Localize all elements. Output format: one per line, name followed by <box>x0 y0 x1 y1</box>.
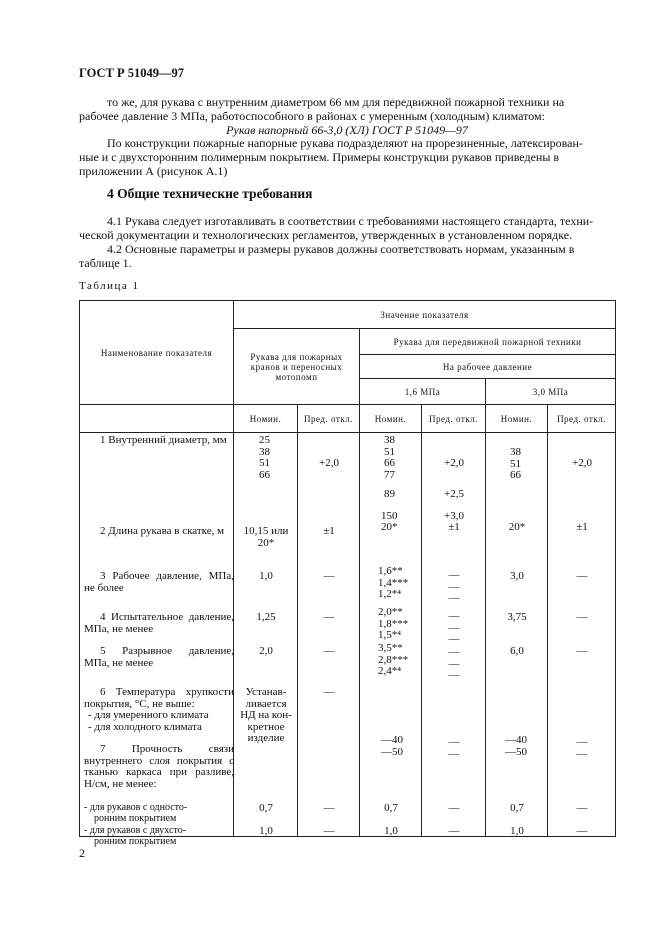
section-title: 4 Общие технические требования <box>107 186 313 201</box>
header-nominal-3: Номин. <box>486 405 548 433</box>
r1-c4c: +3,0 <box>444 510 464 522</box>
r6-c1: Устанав- ливается НД на кон- кретное изделие <box>240 686 292 744</box>
column-hydrant-nominal <box>234 433 298 837</box>
column-3-0-nominal <box>486 433 548 837</box>
paragraph-4-2-line-2: таблице 1. <box>79 256 132 270</box>
r1-c3c: 150 <box>381 510 398 522</box>
designation-example: Рукав напорный 66-3,0 (ХЛ) ГОСТ Р 51049—97 <box>226 123 468 137</box>
r1-c2: +2,0 <box>319 457 339 469</box>
r5-c4: — — — <box>448 646 460 681</box>
r3-c3: 1,6** 1,4*** 1,2*⁴ <box>378 565 409 600</box>
construction-line-1: По конструкции пожарные напорные рукава подразделяют на прорезиненные, латексирован- <box>107 136 583 150</box>
r1-c5: 38 51 66 <box>510 446 521 481</box>
header-pressure-1-6: 1,6 МПа <box>360 379 486 405</box>
r7-sub2-c1: 1,0 <box>259 825 273 837</box>
page-number: 2 <box>79 846 85 860</box>
r2-c4: ±1 <box>448 521 460 533</box>
r5-c5: 6,0 <box>510 645 524 657</box>
row-1-label: 1 Внутренний диаметр, мм <box>100 434 227 446</box>
row-7-sub-2-label: - для рукавов с двухсто- ронним покрытием <box>84 825 187 847</box>
r7-sub2-c3: 1,0 <box>384 825 398 837</box>
column-1-6-nominal <box>360 433 422 837</box>
paragraph-4-1-line-1: 4.1 Рукава следует изготавливать в соответствии с требованиями настоящего стандарта, техни- <box>107 214 594 228</box>
parameters-table <box>79 300 616 847</box>
r3-c5: 3,0 <box>510 570 524 582</box>
row-7-sub-1-label: - для рукавов с односто- ронним покрытием <box>84 802 188 824</box>
r7-sub1-c5: 0,7 <box>510 802 524 814</box>
r6-c4: — — <box>448 736 460 760</box>
r7-sub2-c2: — <box>323 825 335 837</box>
column-1-6-deviation <box>422 433 486 837</box>
r2-c5: 20* <box>508 521 526 533</box>
paragraph-4-2-line-1: 4.2 Основные параметры и размеры рукавов должны соответствовать нормам, указанным в <box>107 242 575 256</box>
r4-c2: — <box>323 611 335 623</box>
paragraph-4-1-line-2: ческой документации и технологических регламентов, утвержденных в установленном порядке. <box>79 228 573 242</box>
r1-c3a: 38 51 66 77 <box>384 434 395 481</box>
column-indicator-names <box>80 433 234 847</box>
r7-sub2-c4: — <box>448 825 460 837</box>
r2-c6: ±1 <box>576 521 588 533</box>
r6-c5: —40 —50 <box>505 734 527 758</box>
r1-c4b: +2,5 <box>444 488 464 500</box>
r7-sub1-c3: 0,7 <box>384 802 398 814</box>
header-mobile-hoses: Рукава для передвижной пожарной техники <box>360 329 616 355</box>
r3-c2: — <box>323 570 335 582</box>
row-3-label: 3 Рабочее давление, МПа, не более <box>84 570 234 594</box>
r2-c2: ±1 <box>323 525 335 537</box>
r7-sub1-c6: — <box>576 802 588 814</box>
r2-c3: 20* <box>381 521 398 533</box>
row-6-label: 6 Температура хрупкости покрытия, °С, не выше: - для умеренного климата - для холодного климата <box>84 686 234 733</box>
row-7-label: 7 Прочность связи внутреннего слоя покрытия с тканью каркаса при разливе, Н/см, не менее: <box>84 743 234 790</box>
intro-line-2: рабочее давление 3 МПа, работоспособного в районах с умеренным (холодным) климатом: <box>79 109 545 123</box>
r3-c1: 1,0 <box>259 570 273 582</box>
r7-sub2-c5: 1,0 <box>510 825 524 837</box>
r1-c4a: +2,0 <box>444 457 464 469</box>
r6-c3: —40 —50 <box>381 734 403 758</box>
r7-sub2-c6: — <box>576 825 588 837</box>
r4-c3: 2,0** 1,8*** 1,5*⁴ <box>378 606 409 641</box>
r6-c6: — — <box>576 736 588 760</box>
header-blank <box>80 405 234 433</box>
header-nominal-2: Номин. <box>360 405 422 433</box>
header-working-pressure: На рабочее давление <box>360 355 616 379</box>
r1-c6: +2,0 <box>572 457 592 469</box>
table-caption: Таблица 1 <box>79 280 140 292</box>
header-deviation-1: Пред. откл. <box>298 405 360 433</box>
r5-c6: — <box>576 645 588 657</box>
header-indicator-name: Наименование показателя <box>80 301 234 405</box>
header-deviation-2: Пред. откл. <box>422 405 486 433</box>
r4-c5: 3,75 <box>507 611 527 623</box>
row-5-label: 5 Разрывное давление, МПа, не менее <box>84 645 234 669</box>
document-header: ГОСТ Р 51049—97 <box>79 66 185 80</box>
construction-line-2: ные и с двухсторонним полимерным покрытием. Примеры конструкции рукавов приведены в <box>79 150 560 164</box>
row-2-label: 2 Длина рукава в скатке, м <box>100 525 225 537</box>
column-hydrant-deviation <box>298 433 360 837</box>
r5-c2: — <box>323 645 335 657</box>
r6-c2: — <box>323 686 335 698</box>
r1-c1: 25 38 51 66 <box>259 434 270 481</box>
header-value: Значение показателя <box>234 301 616 329</box>
r4-c4: — — — <box>448 610 460 645</box>
r5-c3: 3,5** 2,8*** 2,4*⁴ <box>378 642 409 677</box>
r3-c6: — <box>576 570 588 582</box>
intro-line-1: то же, для рукава с внутренним диаметром 66 мм для передвижной пожарной техники на <box>107 95 565 109</box>
construction-line-3: приложении А (рисунок А.1) <box>79 164 228 178</box>
r4-c1: 1,25 <box>256 611 276 623</box>
column-3-0-deviation <box>548 433 616 837</box>
r7-sub1-c4: — <box>448 802 460 814</box>
header-hydrant-hoses: Рукава для пожарных кранов и переносных мотопомп <box>234 329 360 405</box>
r5-c1: 2,0 <box>259 645 273 657</box>
r4-c6: — <box>576 611 588 623</box>
header-deviation-3: Пред. откл. <box>548 405 616 433</box>
r7-sub1-c1: 0,7 <box>259 802 273 814</box>
r1-c3b: 89 <box>384 488 395 500</box>
r2-c1: 10,15 или 20* <box>243 525 289 549</box>
header-pressure-3-0: 3,0 МПа <box>486 379 616 405</box>
r3-c4: — — — <box>448 569 460 604</box>
r7-sub1-c2: — <box>323 802 335 814</box>
header-nominal-1: Номин. <box>234 405 298 433</box>
row-4-label: 4 Испытательное давление, МПа, не менее <box>84 611 234 635</box>
